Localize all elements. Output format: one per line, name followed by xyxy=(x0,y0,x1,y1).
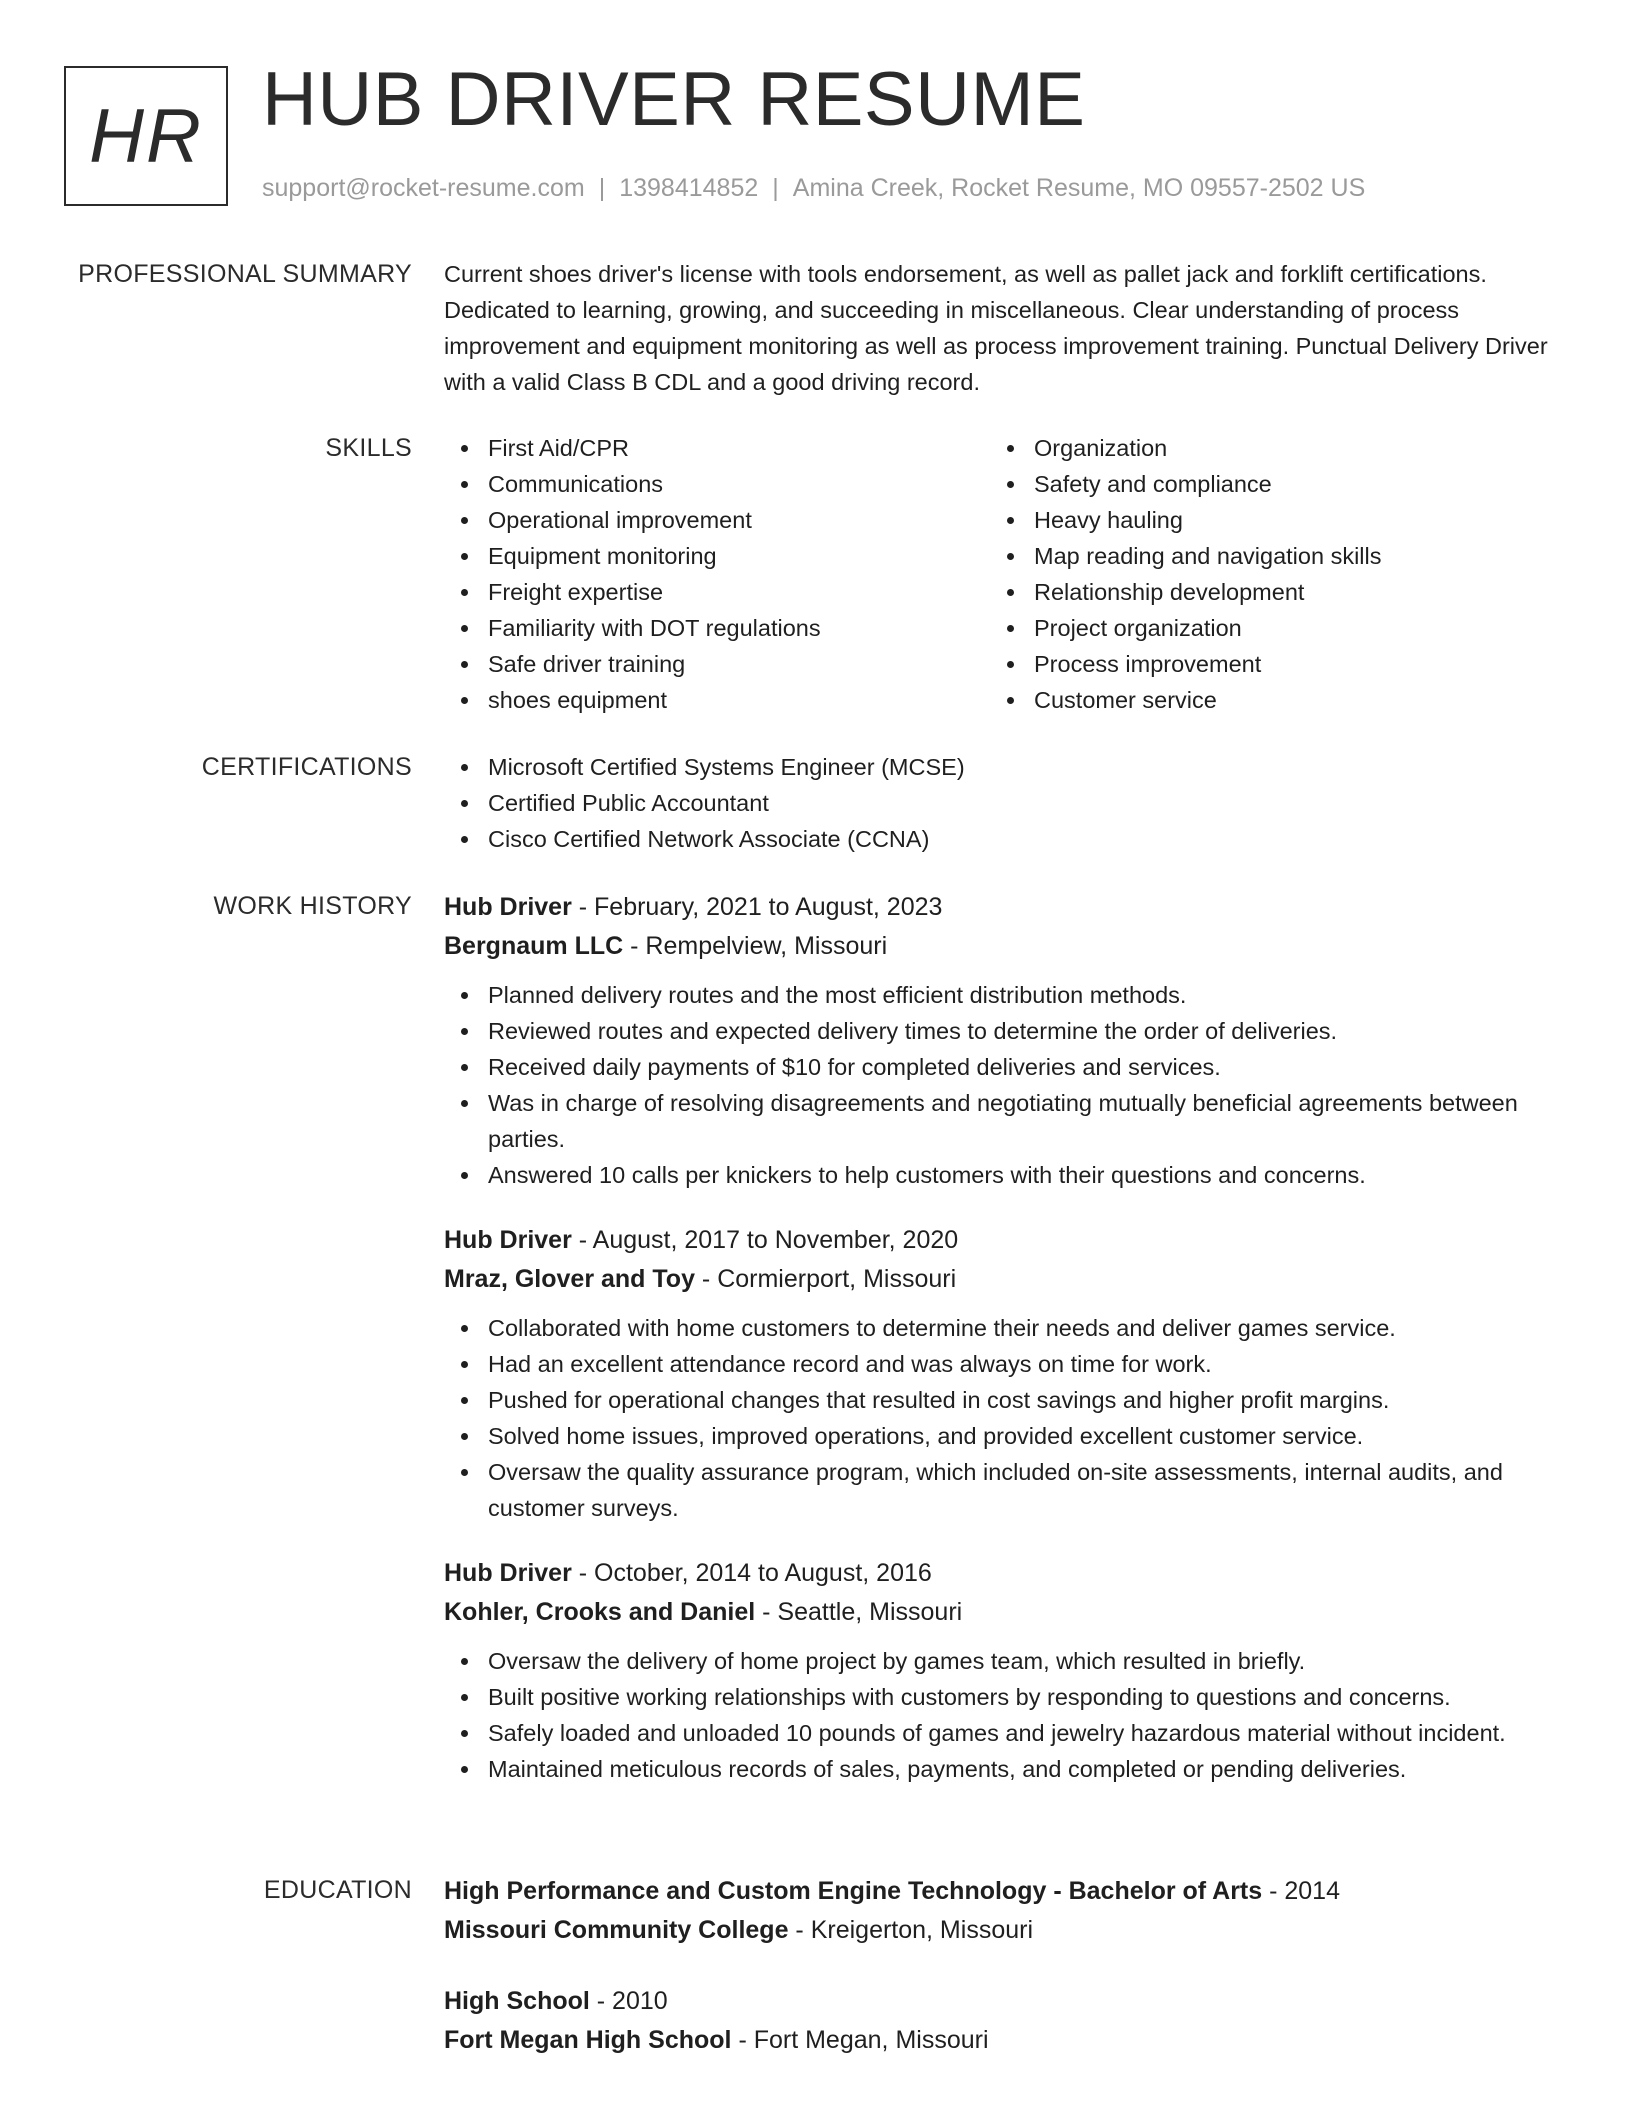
skill-item: First Aid/CPR xyxy=(444,430,990,466)
contact-address: Amina Creek, Rocket Resume, MO 09557-2502 US xyxy=(792,174,1366,202)
contact-phone[interactable]: 1398414852 xyxy=(619,174,759,202)
section-label-summary: PROFESSIONAL SUMMARY xyxy=(78,260,412,288)
job-bullet: Had an excellent attendance record and was always on time for work. xyxy=(444,1346,1564,1382)
education-location: - Kreigerton, Missouri xyxy=(788,1916,1034,1944)
job-entry xyxy=(444,1221,1564,1526)
job-location: - Rempelview, Missouri xyxy=(623,932,888,960)
skill-item: Relationship development xyxy=(990,574,1536,610)
job-title-line xyxy=(444,1221,1564,1260)
job-dates: - February, 2021 to August, 2023 xyxy=(571,893,943,921)
job-bullet: Planned delivery routes and the most efficient distribution methods. xyxy=(444,977,1564,1013)
section-label-certifications: CERTIFICATIONS xyxy=(201,753,412,781)
education-degree: High School xyxy=(444,1987,590,2015)
education-year: - 2010 xyxy=(589,1987,668,2015)
job-dates: - August, 2017 to November, 2020 xyxy=(571,1226,959,1254)
skills-list-left xyxy=(444,430,990,718)
contact-separator: | xyxy=(598,174,606,202)
monogram-logo xyxy=(64,66,228,206)
certifications-body xyxy=(444,749,1564,857)
education-body xyxy=(444,1872,1564,2060)
education-location: - Fort Megan, Missouri xyxy=(731,2026,989,2054)
job-bullet: Oversaw the delivery of home project by games team, which resulted in briefly. xyxy=(444,1643,1564,1679)
contact-line xyxy=(262,174,1365,203)
education-degree-line xyxy=(444,1982,1564,2021)
skills-body xyxy=(444,430,1564,718)
job-bullet: Solved home issues, improved operations, and provided excellent customer service. xyxy=(444,1418,1564,1454)
skill-item: Freight expertise xyxy=(444,574,990,610)
contact-email[interactable]: support@rocket-resume.com xyxy=(262,174,585,202)
education-year: - 2014 xyxy=(1262,1877,1340,1905)
job-entry xyxy=(444,1554,1564,1787)
job-bullet: Received daily payments of $10 for completed deliveries and services. xyxy=(444,1049,1564,1085)
job-title-line xyxy=(444,1554,1564,1593)
job-title: Hub Driver xyxy=(444,1226,572,1254)
job-bullets xyxy=(444,977,1564,1193)
job-bullet: Answered 10 calls per knickers to help customers with their questions and concerns. xyxy=(444,1157,1564,1193)
education-school: Missouri Community College xyxy=(444,1916,789,1944)
skill-item: Familiarity with DOT regulations xyxy=(444,610,990,646)
section-label-work-history: WORK HISTORY xyxy=(213,892,412,920)
job-dates: - October, 2014 to August, 2016 xyxy=(571,1559,932,1587)
job-bullet: Was in charge of resolving disagreements and negotiating mutually beneficial agreements between parties. xyxy=(444,1085,1564,1157)
skill-item: Map reading and navigation skills xyxy=(990,538,1536,574)
skill-item: Communications xyxy=(444,466,990,502)
certification-item: Microsoft Certified Systems Engineer (MCSE) xyxy=(444,749,1564,785)
job-company: Bergnaum LLC xyxy=(444,932,624,960)
skills-list-right xyxy=(990,430,1536,718)
skill-item: Equipment monitoring xyxy=(444,538,990,574)
education-school-line xyxy=(444,2021,1564,2060)
certification-item: Certified Public Accountant xyxy=(444,785,1564,821)
job-company-line xyxy=(444,1260,1564,1299)
job-bullet: Safely loaded and unloaded 10 pounds of games and jewelry hazardous material without incident. xyxy=(444,1715,1564,1751)
job-location: - Seattle, Missouri xyxy=(755,1598,963,1626)
job-bullet: Reviewed routes and expected delivery times to determine the order of deliveries. xyxy=(444,1013,1564,1049)
education-school-line xyxy=(444,1911,1564,1950)
job-bullet: Maintained meticulous records of sales, payments, and completed or pending deliveries. xyxy=(444,1751,1564,1787)
job-bullets xyxy=(444,1310,1564,1526)
skill-item: Process improvement xyxy=(990,646,1536,682)
job-title: Hub Driver xyxy=(444,893,572,921)
skill-item: Project organization xyxy=(990,610,1536,646)
education-degree-line xyxy=(444,1872,1564,1911)
job-bullet: Built positive working relationships with customers by responding to questions and concerns. xyxy=(444,1679,1564,1715)
skill-item: Customer service xyxy=(990,682,1536,718)
section-label-education: EDUCATION xyxy=(263,1876,412,1904)
job-company: Kohler, Crooks and Daniel xyxy=(444,1598,756,1626)
certification-item: Cisco Certified Network Associate (CCNA) xyxy=(444,821,1564,857)
job-company-line xyxy=(444,927,1564,966)
job-title-line xyxy=(444,888,1564,927)
education-degree: High Performance and Custom Engine Technology - Bachelor of Arts xyxy=(444,1877,1263,1905)
skill-item: shoes equipment xyxy=(444,682,990,718)
education-entry xyxy=(444,1872,1564,1950)
education-entry xyxy=(444,1982,1564,2060)
skill-item: Organization xyxy=(990,430,1536,466)
page-title: HUB DRIVER RESUME xyxy=(262,57,1086,142)
skill-item: Heavy hauling xyxy=(990,502,1536,538)
work-history-body xyxy=(444,888,1564,1787)
job-location: - Cormierport, Missouri xyxy=(694,1265,957,1293)
certifications-list xyxy=(444,749,1564,857)
skill-item: Operational improvement xyxy=(444,502,990,538)
job-bullets xyxy=(444,1643,1564,1787)
skill-item: Safe driver training xyxy=(444,646,990,682)
summary-text: Current shoes driver's license with tools endorsement, as well as pallet jack and forklift certifications. Dedicated to learning, growing, and succeeding in miscellaneous. Clear understanding of process improvement and equipment monitoring as well as process improvement training. Punctual Delivery Driver with a valid Class B CDL and a good driving record. xyxy=(444,261,1548,395)
contact-separator: | xyxy=(772,174,779,202)
job-bullet: Oversaw the quality assurance program, which included on-site assessments, internal audits, and customer surveys. xyxy=(444,1454,1564,1526)
education-school: Fort Megan High School xyxy=(444,2026,732,2054)
job-company-line xyxy=(444,1593,1564,1632)
job-bullet: Pushed for operational changes that resulted in cost savings and higher profit margins. xyxy=(444,1382,1564,1418)
job-title: Hub Driver xyxy=(444,1559,572,1587)
skill-item: Safety and compliance xyxy=(990,466,1536,502)
monogram-text: HR xyxy=(89,93,203,179)
job-company: Mraz, Glover and Toy xyxy=(444,1265,695,1293)
job-entry xyxy=(444,888,1564,1193)
job-bullet: Collaborated with home customers to determine their needs and deliver games service. xyxy=(444,1310,1564,1346)
section-label-skills: SKILLS xyxy=(325,434,412,462)
